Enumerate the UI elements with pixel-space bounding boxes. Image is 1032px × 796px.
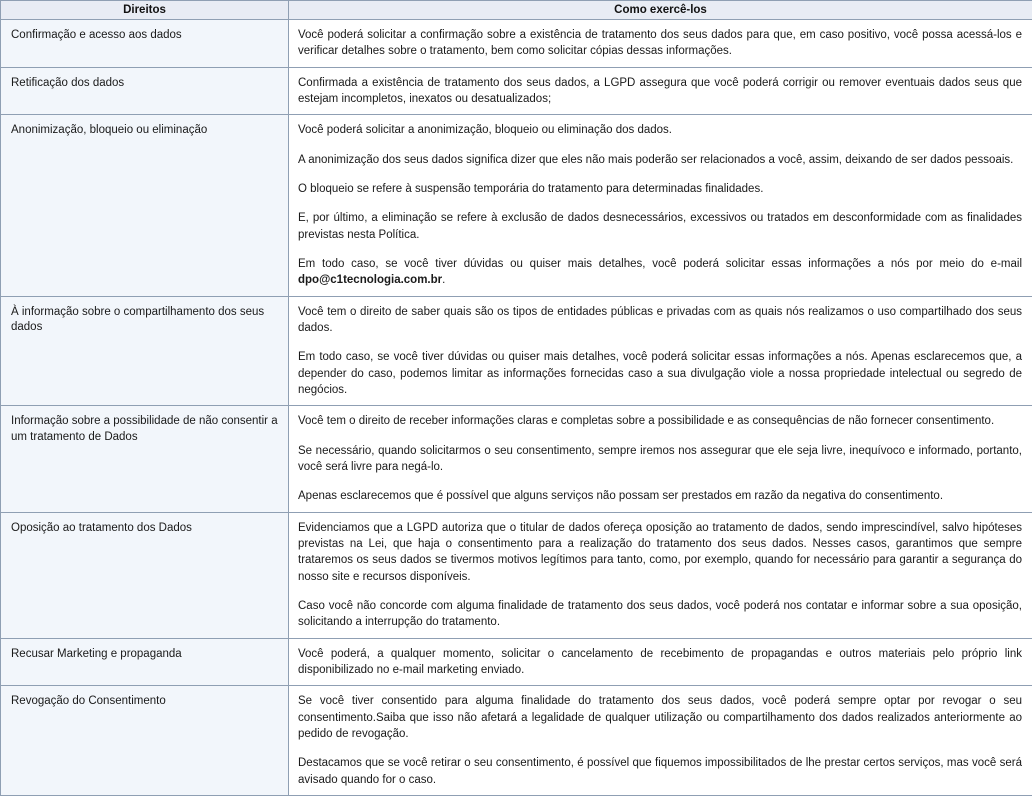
paragraph: Você poderá solicitar a confirmação sobre a existência de tratamento dos seus dados para que, em caso positivo, você possa acessá-los e verificar detalhes sobre o tratamento, bem como solicitar cópias dessas informações. xyxy=(298,27,1022,60)
paragraph: Você tem o direito de receber informações claras e completas sobre a possibilidade e as consequências de não fornecer consentimento. xyxy=(298,413,1022,429)
paragraph: Destacamos que se você retirar o seu consentimento, é possível que fiquemos impossibilitados de lhe prestar certos serviços, mas você será avisado quando for o caso. xyxy=(298,755,1022,788)
paragraph: Você poderá solicitar a anonimização, bloqueio ou eliminação dos dados. xyxy=(298,122,1022,138)
table-row xyxy=(1,686,1032,796)
right-title: Oposição ao tratamento dos Dados xyxy=(1,512,289,638)
table-row xyxy=(1,115,1032,296)
paragraph: O bloqueio se refere à suspensão temporária do tratamento para determinadas finalidades. xyxy=(298,181,1022,197)
right-description xyxy=(289,638,1032,686)
right-title: À informação sobre o compartilhamento dos seus dados xyxy=(1,296,289,406)
table-row xyxy=(1,512,1032,638)
table-body xyxy=(1,20,1032,796)
table-row xyxy=(1,406,1032,512)
table-header-row xyxy=(1,1,1032,20)
table-row xyxy=(1,296,1032,406)
paragraph-with-email xyxy=(298,256,1022,289)
right-title: Recusar Marketing e propaganda xyxy=(1,638,289,686)
right-description xyxy=(289,67,1032,115)
right-description xyxy=(289,686,1032,796)
right-description xyxy=(289,296,1032,406)
paragraph: Você poderá, a qualquer momento, solicitar o cancelamento de recebimento de propagandas e outros materiais pelo próprio link disponibilizado no e-mail marketing enviado. xyxy=(298,646,1022,679)
paragraph: Evidenciamos que a LGPD autoriza que o titular de dados ofereça oposição ao tratamento de dados, sendo imprescindível, salvo hipóteses previstas na Lei, que haja o consentimento para a realização do tratamento dos seus dados. Nesses casos, garantimos que sempre trataremos os seus dados se tivermos motivos legítimos para tanto, como, por exemplo, quando for necessário para garantir a segurança do nosso site e recursos disponíveis. xyxy=(298,520,1022,585)
table-row xyxy=(1,20,1032,68)
paragraph: A anonimização dos seus dados significa dizer que eles não mais poderão ser relacionados a você, assim, deixando de ser dados pessoais. xyxy=(298,152,1022,168)
paragraph: Confirmada a existência de tratamento dos seus dados, a LGPD assegura que você poderá corrigir ou remover eventuais dados seus que estejam incompletos, inexatos ou desatualizados; xyxy=(298,75,1022,108)
right-description xyxy=(289,406,1032,512)
paragraph: Caso você não concorde com alguma finalidade de tratamento dos seus dados, você poderá nos contatar e informar sobre a sua oposição, solicitando a interrupção do tratamento. xyxy=(298,598,1022,631)
column-header-rights: Direitos xyxy=(1,1,289,20)
column-header-how: Como exercê-los xyxy=(289,1,1032,20)
table-header xyxy=(1,1,1032,20)
right-title: Retificação dos dados xyxy=(1,67,289,115)
paragraph: Você tem o direito de saber quais são os tipos de entidades públicas e privadas com as quais nós realizamos o uso compartilhado dos seus dados. xyxy=(298,304,1022,337)
right-title: Informação sobre a possibilidade de não consentir a um tratamento de Dados xyxy=(1,406,289,512)
paragraph-prefix: Em todo caso, se você tiver dúvidas ou quiser mais detalhes, você poderá solicitar essas informações a nós por meio do e-mail xyxy=(298,258,1022,270)
right-description xyxy=(289,20,1032,68)
right-description xyxy=(289,115,1032,296)
paragraph: Se necessário, quando solicitarmos o seu consentimento, sempre iremos nos assegurar que ele seja livre, inequívoco e informado, portanto, você será livre para negá-lo. xyxy=(298,443,1022,476)
right-title: Revogação do Consentimento xyxy=(1,686,289,796)
paragraph: Apenas esclarecemos que é possível que alguns serviços não possam ser prestados em razão da negativa do consentimento. xyxy=(298,488,1022,504)
paragraph-suffix: . xyxy=(442,274,445,286)
right-title: Anonimização, bloqueio ou eliminação xyxy=(1,115,289,296)
paragraph: E, por último, a eliminação se refere à exclusão de dados desnecessários, excessivos ou tratados em desconformidade com as finalidades previstas nesta Política. xyxy=(298,210,1022,243)
paragraph: Se você tiver consentido para alguma finalidade do tratamento dos seus dados, você poderá sempre optar por revogar o seu consentimento.Saiba que isso não afetará a legalidade de qualquer utilização ou compartilhamento dos dados realizados anteriormente ao pedido de revogação. xyxy=(298,693,1022,742)
right-title: Confirmação e acesso aos dados xyxy=(1,20,289,68)
right-description xyxy=(289,512,1032,638)
dpo-email: dpo@c1tecnologia.com.br xyxy=(298,274,442,286)
table-row xyxy=(1,638,1032,686)
paragraph: Em todo caso, se você tiver dúvidas ou quiser mais detalhes, você poderá solicitar essas informações a nós. Apenas esclarecemos que, a depender do caso, podemos limitar as informações fornecidas caso a sua divulgação viole a nossa propriedade intelectual ou segredo de negócios. xyxy=(298,349,1022,398)
table-row xyxy=(1,67,1032,115)
